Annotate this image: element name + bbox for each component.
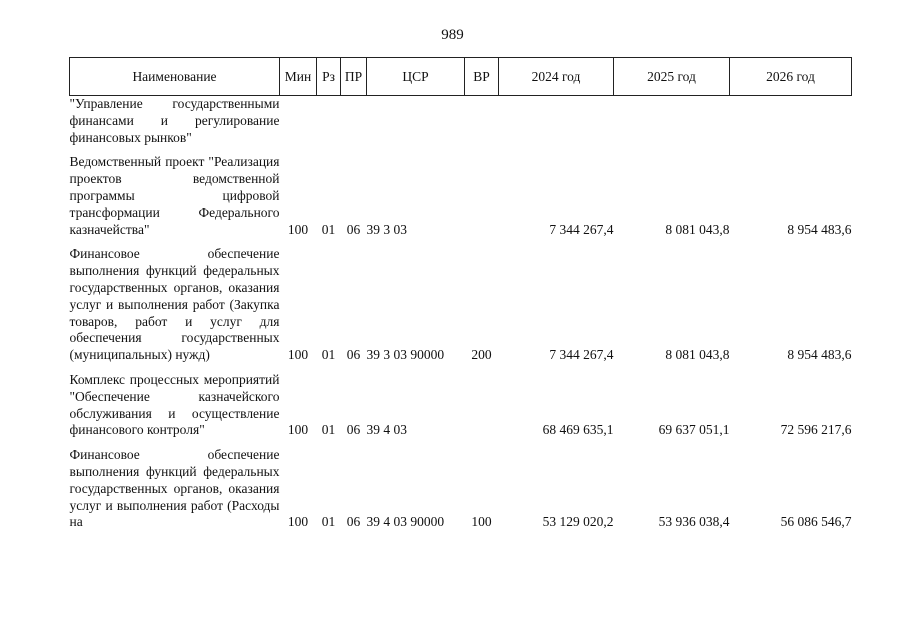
row-rz: 01 [321, 347, 336, 363]
row-min: 100 [287, 347, 309, 363]
row-2024: 7 344 267,4 [549, 221, 614, 237]
row-name: Финансовое обеспечение выполнения функций федеральных государственных органов, оказания услуг и выполнения работ (Закупка товаров, работ и услуг для обеспечения государственных (муниципальных) нужд) [69, 246, 280, 363]
table-row [70, 96, 852, 147]
header-csr: ЦСР [367, 58, 465, 96]
header-2024: 2024 год [499, 58, 614, 96]
row-vr [465, 372, 499, 439]
row-name: Ведомственный проект "Реализация проектов ведомственной программы цифровой трансформации Федерального казначейства" [69, 154, 280, 237]
row-min [280, 96, 317, 147]
row-2024: 53 129 020,2 [542, 514, 614, 530]
page-number: 989 [441, 27, 464, 43]
row-vr: 200 [471, 347, 492, 363]
header-min: Мин [280, 58, 317, 96]
row-2024 [499, 96, 614, 147]
row-min: 100 [287, 221, 309, 237]
row-pr: 06 [346, 514, 361, 530]
table-row [70, 372, 852, 439]
row-min: 100 [287, 514, 309, 530]
header-pr: ПР [341, 58, 367, 96]
table-row [70, 447, 852, 531]
row-vr [465, 96, 499, 147]
header-2026: 2026 год [730, 58, 852, 96]
table-row [70, 154, 852, 238]
row-csr: 39 3 03 90000 [366, 347, 445, 363]
table-row [70, 246, 852, 364]
header-name: Наименование [70, 58, 280, 96]
row-pr: 06 [346, 422, 361, 438]
row-name: Финансовое обеспечение выполнения функций федеральных государственных органов, оказания услуг и выполнения работ (Расходы на [69, 447, 280, 530]
budget-table [69, 57, 852, 531]
row-rz: 01 [321, 514, 336, 530]
row-2025: 69 637 051,1 [658, 422, 730, 438]
row-csr [367, 96, 465, 147]
row-2024: 7 344 267,4 [549, 347, 614, 363]
row-pr: 06 [346, 347, 361, 363]
row-csr: 39 3 03 [366, 221, 407, 237]
row-2025: 8 081 043,8 [665, 347, 730, 363]
row-2026 [730, 96, 852, 147]
row-vr: 100 [471, 514, 492, 530]
header-vr: ВР [465, 58, 499, 96]
row-2025: 8 081 043,8 [665, 221, 730, 237]
table-header-row [70, 58, 852, 96]
header-2025: 2025 год [614, 58, 730, 96]
row-pr: 06 [346, 221, 361, 237]
row-name: "Управление государственными финансами и регулирование финансовых рынков" [69, 96, 280, 145]
row-2024: 68 469 635,1 [542, 422, 614, 438]
row-min: 100 [287, 422, 309, 438]
row-name: Комплекс процессных мероприятий "Обеспечение казначейского обслуживания и осуществление финансового контроля" [69, 371, 280, 438]
row-2026: 8 954 483,6 [787, 221, 852, 237]
row-2026: 72 596 217,6 [780, 422, 852, 438]
row-2025: 53 936 038,4 [658, 514, 730, 530]
row-rz [317, 96, 341, 147]
row-csr: 39 4 03 [366, 422, 407, 438]
row-vr [465, 154, 499, 238]
row-2026: 8 954 483,6 [787, 347, 852, 363]
row-pr [341, 96, 367, 147]
row-rz: 01 [321, 422, 336, 438]
row-2026: 56 086 546,7 [780, 514, 852, 530]
header-rz: Рз [317, 58, 341, 96]
row-2025 [614, 96, 730, 147]
row-rz: 01 [321, 221, 336, 237]
row-csr: 39 4 03 90000 [366, 514, 445, 530]
